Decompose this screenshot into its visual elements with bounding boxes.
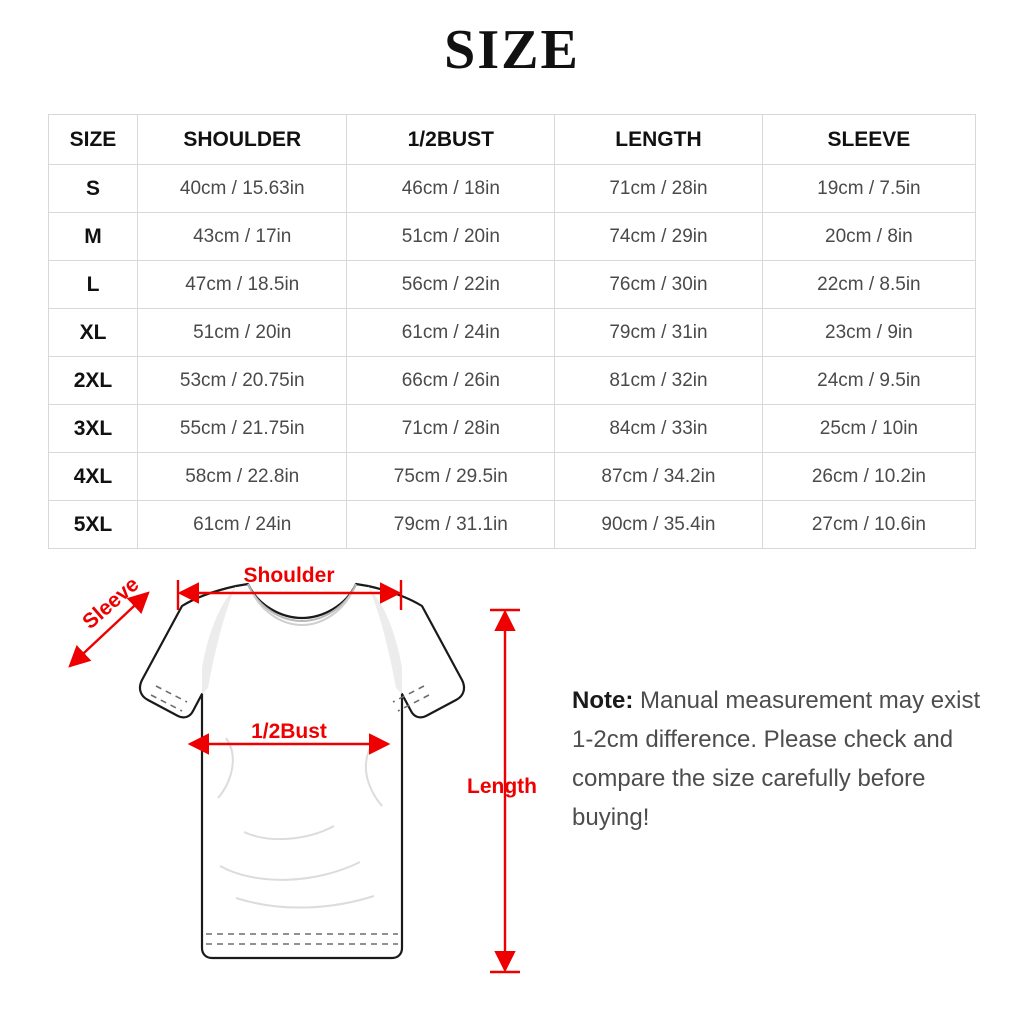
table-row [49,453,976,501]
table-row [49,357,976,405]
cell-sleeve: 22cm / 8.5in [762,261,975,309]
cell-shoulder: 61cm / 24in [137,501,347,549]
cell-shoulder: 51cm / 20in [137,309,347,357]
size-chart-table [48,114,976,549]
measurement-diagram [30,548,550,1018]
sleeve-label: Sleeve [78,572,144,634]
cell-size: S [49,165,138,213]
table-row [49,213,976,261]
cell-size: M [49,213,138,261]
cell-size: 2XL [49,357,138,405]
cell-length: 74cm / 29in [555,213,763,261]
table-row [49,165,976,213]
column-header-bust: 1/2BUST [347,115,555,165]
cell-bust: 75cm / 29.5in [347,453,555,501]
cell-length: 71cm / 28in [555,165,763,213]
cell-shoulder: 40cm / 15.63in [137,165,347,213]
cell-sleeve: 23cm / 9in [762,309,975,357]
column-header-sleeve: SLEEVE [762,115,975,165]
cell-bust: 46cm / 18in [347,165,555,213]
cell-shoulder: 53cm / 20.75in [137,357,347,405]
cell-sleeve: 25cm / 10in [762,405,975,453]
cell-bust: 79cm / 31.1in [347,501,555,549]
column-header-size: SIZE [49,115,138,165]
note-label: Note: [572,687,634,714]
table-row [49,261,976,309]
table-row [49,501,976,549]
cell-size: XL [49,309,138,357]
shoulder-label: Shoulder [243,564,335,587]
table-header-row [49,115,976,165]
cell-size: 4XL [49,453,138,501]
cell-length: 79cm / 31in [555,309,763,357]
cell-bust: 61cm / 24in [347,309,555,357]
cell-sleeve: 20cm / 8in [762,213,975,261]
size-table-container [48,114,976,549]
cell-length: 90cm / 35.4in [555,501,763,549]
cell-bust: 71cm / 28in [347,405,555,453]
cell-bust: 66cm / 26in [347,357,555,405]
cell-length: 76cm / 30in [555,261,763,309]
cell-sleeve: 26cm / 10.2in [762,453,975,501]
cell-bust: 51cm / 20in [347,213,555,261]
cell-sleeve: 24cm / 9.5in [762,357,975,405]
bust-label: 1/2Bust [251,720,327,743]
cell-size: 3XL [49,405,138,453]
table-row [49,309,976,357]
column-header-length: LENGTH [555,115,763,165]
tshirt-diagram-svg [30,548,550,1018]
page-title: SIZE [444,19,580,81]
length-label: Length [467,775,537,798]
note-text: Manual measurement may exist 1-2cm difference. Please check and compare the size carefully before buying! [572,687,981,831]
cell-length: 81cm / 32in [555,357,763,405]
cell-shoulder: 58cm / 22.8in [137,453,347,501]
cell-shoulder: 43cm / 17in [137,213,347,261]
cell-length: 87cm / 34.2in [555,453,763,501]
cell-shoulder: 47cm / 18.5in [137,261,347,309]
cell-bust: 56cm / 22in [347,261,555,309]
column-header-shoulder: SHOULDER [137,115,347,165]
cell-size: 5XL [49,501,138,549]
cell-length: 84cm / 33in [555,405,763,453]
cell-sleeve: 19cm / 7.5in [762,165,975,213]
tshirt-outline [140,584,464,958]
cell-size: L [49,261,138,309]
cell-sleeve: 27cm / 10.6in [762,501,975,549]
table-row [49,405,976,453]
note-block [572,682,992,838]
cell-shoulder: 55cm / 21.75in [137,405,347,453]
